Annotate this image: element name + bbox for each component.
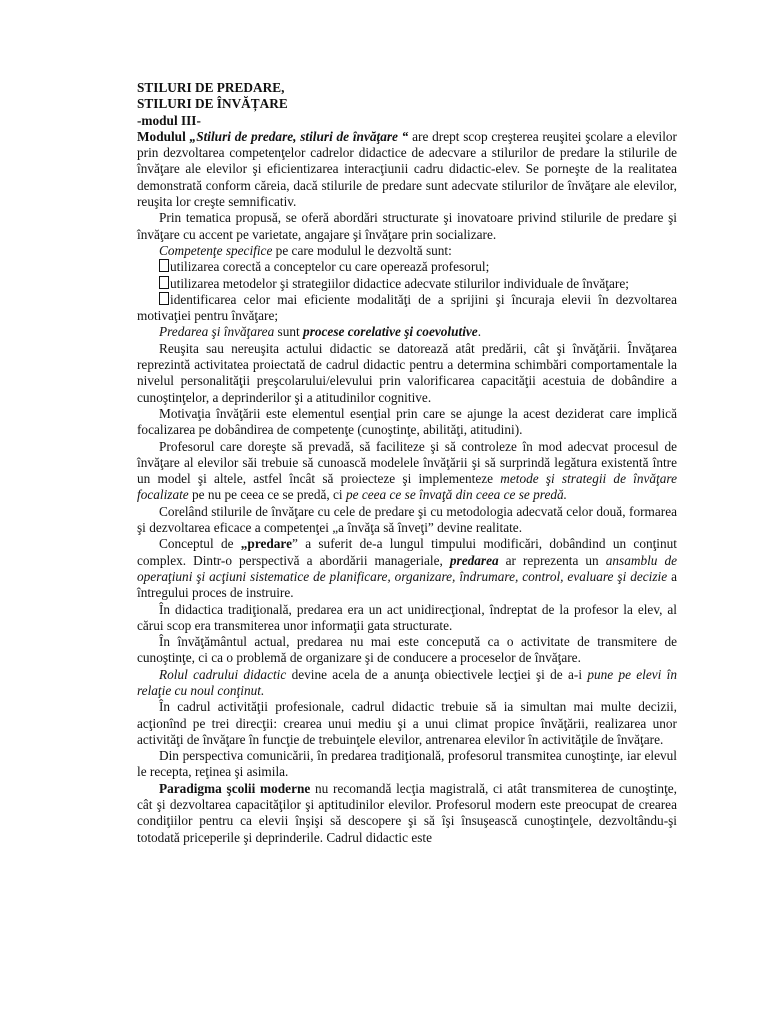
conceptul-lead: Conceptul de [159,536,241,552]
predarea-term: predarea [449,552,499,568]
paragraph-motivatia: Motivaţia învăţării este elementul esenţial prin care se ajunge la acest deziderat care implică focalizarea pe dobândirea de competenţe (cunoştinţe, abilităţi, atitudini). [137,405,677,438]
ceea-ce-se-invata: pe ceea ce se învaţă din ceea ce se predă. [345,487,567,503]
title-line-2: STILURI DE ÎNVĂȚARE [137,96,288,112]
paragraph-predarea-invatarea [137,324,677,340]
procese-corelative: procese corelative şi coevolutive [303,324,478,340]
paragraph-tematica: Prin tematica propusă, se oferă abordări structurate şi inovatoare privind stilurile de predare şi învăţare cu accent pe varietate, angajare şi învăţare prin socializare. [137,210,677,242]
paradigma-text: nu recomandă lecţia magistrală, ci atât transmiterea de cunoştinţe, cât şi dezvoltarea capacităţilor şi aptitudinilor elevilor. Profesorul modern este preocupat de crearea condiţiilor pentru ca elevii înşişi să descopere şi să îşi însuşească cunoştinţele, dezvoltându-şi totodată priceperile şi deprinderile. Cadrul didactic este [137,780,677,845]
intro-text: are drept scop creşterea reuşitei şcolare a elevilor prin dezvoltarea competenţelor cadrelor didactice de adecvare a stilurilor de predare la stilurile de învăţare ale elevilor şi eficientizarea interacţiunii cadru didactic-elev. Se porneşte de la realitatea demonstrată conform căreia, dacă stilurile de predare sunt adecvate stilurilor de învăţare ale elevilor, reuşita lor creşte semnificativ. [137,128,677,210]
list-item [137,276,677,292]
rolul-emph: pune pe elevi în relaţie cu noul conţinut. [137,666,677,698]
conceptul-text: ” a suferit de-a lungul timpului modificări, dobândind un conţinut complex. Dintr-o perspectivă a abordării manageriale, [137,536,677,568]
module-label: -modul III- [137,112,201,128]
ansamblu-operatiuni: ansamblu de operaţiuni şi acţiuni sistematice de planificare, organizare, îndrumare, control, evaluare şi decizie [137,552,678,584]
title-line-1: STILURI DE PREDARE, [137,80,285,95]
conceptul-mid: ar reprezenta un [498,552,606,568]
document-body [137,80,677,846]
profesorul-mid: pe nu pe ceea ce se predă, ci [188,487,346,503]
paragraph-intro [137,129,677,210]
bullet-box-icon [159,276,169,289]
conceptul-end: a întregului proces de instruire. [137,568,677,601]
paragraph-corelind: Corelând stilurile de învăţare cu cele de predare şi cu metodologia adecvată celor două, formarea şi dezvoltarea eficace a competenţei „a învăţa să înveţi” devine realitate. [137,503,677,536]
list-item-text: utilizarea corectă a conceptelor cu care operează profesorul; [170,259,490,275]
list-item-text: utilizarea metodelor şi strategiilor didactice adecvate stilurilor individuale de învăţare; [170,275,629,291]
bullet-box-icon [159,259,169,272]
paragraph-paradigma [137,781,677,846]
list-item [137,259,677,275]
list-item [137,292,677,325]
bullet-box-icon [159,292,169,305]
paragraph-conceptul [137,536,677,601]
list-item-text: identificarea celor mai eficiente modalităţi de a sprijini şi încuraja elevii în dezvoltarea motivaţiei pentru învăţare; [137,291,677,324]
paragraph-competente [137,243,677,259]
predarea-invatarea-mid: sunt [274,324,304,340]
paragraph-reusita: Reuşita sau nereuşita actului didactic se datorează atât predării, cât şi învăţării. Învăţarea reprezintă activitatea proiectată de cadrul didactic pentru a determina schimbări comportamentale la nivelul personalităţii preşcolarului/elevului prin valorificarea capacităţii acestuia de dobândire a cunoştinţelor, a deprinderilor şi a atitudinilor cognitive. [137,340,677,405]
paragraph-comunicarii: Din perspectiva comunicării, în predarea tradiţională, profesorul transmitea cunoştinţe, iar elevul le recepta, reţinea şi asimila. [137,748,677,780]
intro-module-name: „Stiluri de predare, stiluri de învăţare “ [185,128,409,144]
metode-strategii: metode şi strategii de învăţare focalizate [137,471,677,503]
competente-text: pe care modulul le dezvoltă sunt: [272,242,452,258]
predarea-invatarea-end: . [477,324,482,340]
paragraph-invatamantul-actual: În învăţământul actual, predarea nu mai este concepută ca o activitate de transmitere de cunoştinţe, ci ca o problemă de organizare şi de conducere a proceselor de învăţare. [137,634,677,666]
rolul-text: devine acela de a anunţa obiectivele lecţiei şi de a-i [286,666,588,682]
profesorul-text: Profesorul care doreşte să prevadă, să faciliteze şi să controleze în mod adecvat procesul de învăţare al elevilor săi trebuie să cunoască modelele învăţării şi să surprindă legătura existentă între un model şi altele, astfel încât să proiecteze şi implementeze [137,438,677,487]
paragraph-rolul [137,667,677,700]
paragraph-didactica-traditionala: În didactica tradiţională, predarea era un act unidirecţional, îndreptat de la profesor la elev, al cărui scop era transmiterea unor informaţii gata structurate. [137,601,677,633]
paragraph-activitatea: În cadrul activităţii profesionale, cadrul didactic trebuie să ia simultan mai multe decizii, acţionînd pe trei direcţii: crearea unui mediu şi a unui climat propice învăţării, realizarea unor activităţi de învăţare în funcţie de trebuinţele elevilor, antrenarea elevilor în activităţile de învăţare. [137,699,677,747]
predarea-invatarea-label: Predarea şi învăţarea [159,324,275,340]
intro-lead: Modulul [137,128,186,144]
paradigma-label: Paradigma şcolii moderne [159,780,311,796]
paragraph-profesorul [137,439,677,504]
competente-label: Competenţe specifice [159,242,273,258]
rolul-label: Rolul cadrului didactic [159,666,287,682]
predare-term: „predare [240,536,292,552]
